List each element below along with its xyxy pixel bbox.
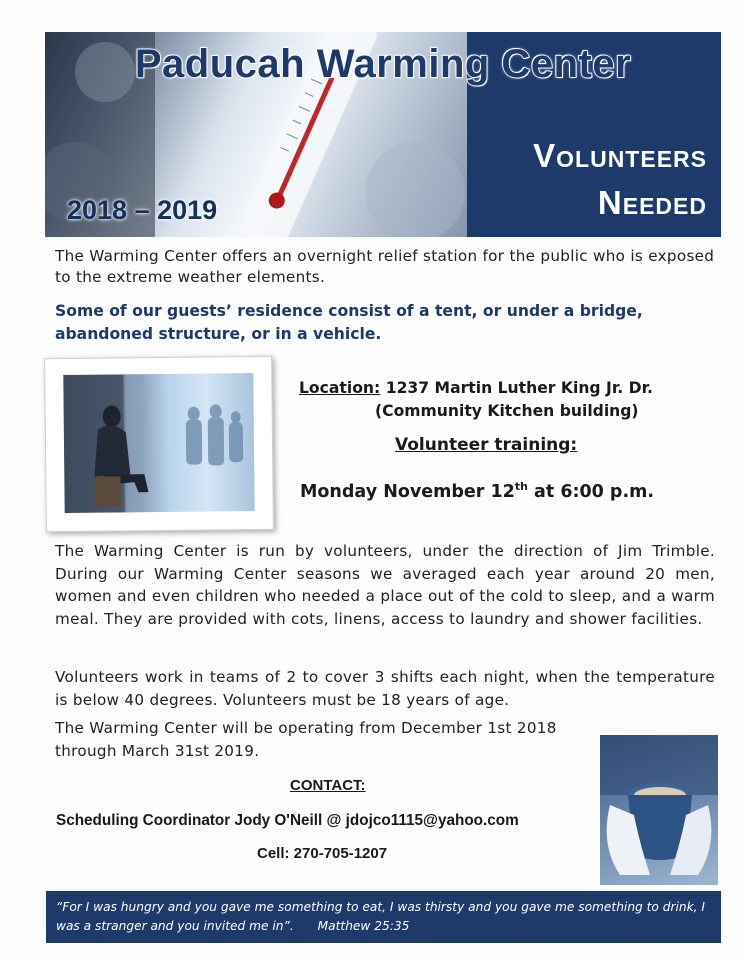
volunteers-line-1: Volunteers <box>533 137 707 174</box>
cell-phone: Cell: 270-705-1207 <box>257 845 388 862</box>
training-date-suffix: th <box>514 480 528 493</box>
intro-text: The Warming Center offers an overnight relief station for the public who is exposed to the extreme weather elements. <box>55 247 715 286</box>
paragraph-teams: Volunteers work in teams of 2 to cover 3 shifts each night, when the temperature is below 40 degrees. Volunteers must be 18 years of age. <box>55 668 715 709</box>
homeless-person-photo <box>63 373 254 513</box>
training-time: at 6:00 p.m. <box>534 481 654 502</box>
quote-reference: Matthew 25:35 <box>317 919 410 933</box>
location-line-1 <box>299 377 719 400</box>
season-years: 2018 – 2019 <box>67 195 218 225</box>
location-label: Location: <box>299 379 381 397</box>
volunteers-needed-heading <box>457 132 707 226</box>
header-banner <box>45 32 721 237</box>
paragraph-operating: The Warming Center will be operating from December 1st 2018 through March 31st 2019. <box>55 719 557 760</box>
page-title: Paducah Warming Center <box>134 42 632 86</box>
volunteer-training-label: Volunteer training: <box>395 435 578 455</box>
location-building: (Community Kitchen building) <box>375 402 639 420</box>
hot-drink-photo <box>600 735 718 885</box>
quote-text: “For I was hungry and you gave me something to eat, I was thirsty and you gave me something to drink, I was a stranger and you invited me in”. <box>56 900 706 933</box>
quote-text-block <box>56 898 718 936</box>
coordinator-contact: Scheduling Coordinator Jody O'Neill @ jdojco1115@yahoo.com <box>56 812 519 829</box>
training-date-prefix: Monday November 12 <box>300 481 515 502</box>
location-address: 1237 Martin Luther King Jr. Dr. <box>385 379 653 397</box>
training-date <box>300 480 654 502</box>
quote-banner <box>46 891 721 943</box>
contact-heading: CONTACT: <box>290 777 366 794</box>
guests-text: Some of our guests’ residence consist of a tent, or under a bridge, abandoned structure, or in a vehicle. <box>55 302 643 343</box>
volunteers-line-2: Needed <box>597 184 707 221</box>
paragraph-run-by: The Warming Center is run by volunteers, under the direction of Jim Trimble. During our Warming Center seasons we averaged each year around 20 men, women and even children who needed a place out of the cold to sleep, and a warm meal. They are provided with cots, linens, access to laundry and shower facilities. <box>55 542 715 628</box>
photo-frame <box>44 356 274 532</box>
location-block <box>299 377 719 423</box>
